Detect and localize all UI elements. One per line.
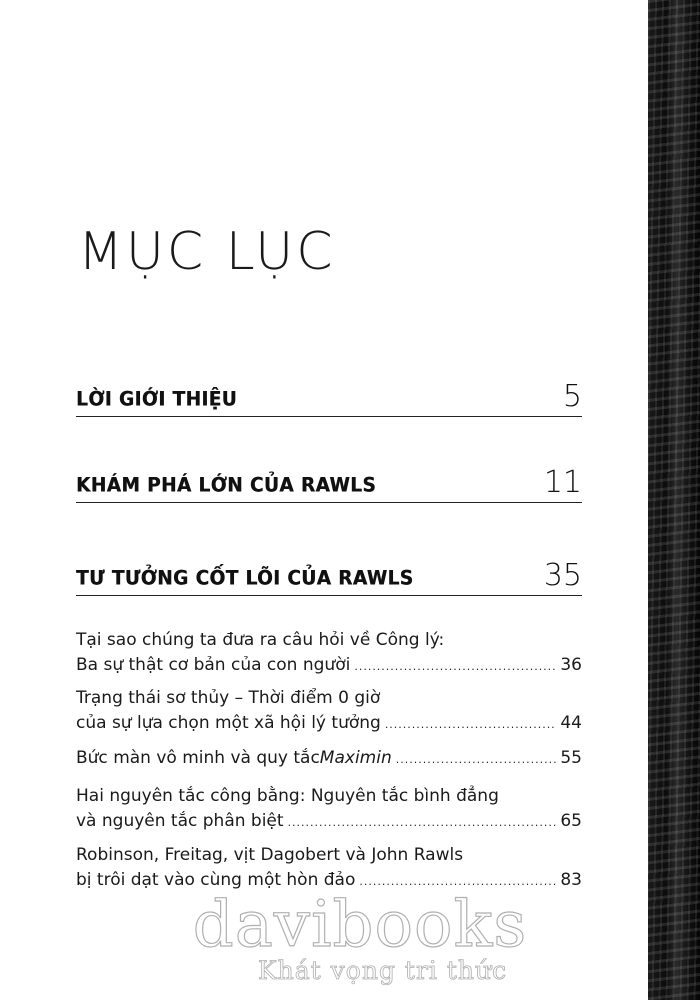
dot-leader (396, 747, 557, 772)
section-page-number: 55 (560, 748, 582, 768)
chapter-title: TƯ TƯỞNG CỐT LÕI CỦA RAWLS (76, 567, 414, 590)
chapter-title: KHÁM PHÁ LỚN CỦA RAWLS (76, 474, 377, 497)
section-title-italic: Maximin (319, 748, 392, 768)
page-title: MỤC LỤC (78, 222, 336, 282)
section-title-line1: Hai nguyên tắc công bằng: Nguyên tắc bình đẳng (76, 786, 499, 806)
section-page-number: 36 (560, 655, 582, 675)
section-title-line2: của sự lựa chọn một xã hội lý tưởng (76, 713, 381, 733)
dot-leader (354, 654, 556, 679)
section-title-line2: Ba sự thật cơ bản của con người (76, 655, 351, 675)
watermark-tagline: Khát vọng tri thức (258, 956, 508, 985)
toc-chapter[interactable] (76, 372, 582, 417)
toc-section[interactable] (76, 746, 582, 772)
chapter-page-number: 11 (543, 465, 582, 500)
chapter-page-number: 35 (543, 558, 582, 593)
section-page-number: 44 (560, 713, 582, 733)
chapter-title: LỜI GIỚI THIỆU (76, 388, 238, 411)
section-title-line2: bị trôi dạt vào cùng một hòn đảo (76, 870, 356, 890)
section-title-line1: Trạng thái sơ thủy – Thời điểm 0 giờ (76, 688, 381, 708)
page-binding-edge (648, 0, 700, 1000)
toc-section[interactable] (76, 686, 582, 737)
toc-chapter[interactable] (76, 551, 582, 596)
toc-chapter[interactable] (76, 458, 582, 503)
chapter-page-number: 5 (562, 379, 582, 414)
section-title-line2: và nguyên tắc phân biệt (76, 811, 284, 831)
toc-section[interactable] (76, 628, 582, 679)
section-page-number: 83 (560, 870, 582, 890)
section-title-line1: Tại sao chúng ta đưa ra câu hỏi về Công lý: (76, 630, 445, 650)
section-title-line1: Bức màn vô minh và quy tắc (76, 748, 320, 768)
section-title-line2-row (76, 711, 582, 737)
section-page-number: 65 (560, 811, 582, 831)
watermark-logo: davibooks (192, 888, 528, 962)
dot-leader (288, 810, 557, 835)
toc-section[interactable] (76, 843, 582, 894)
dot-leader (385, 712, 557, 737)
section-title-row (76, 746, 582, 772)
section-title-line2-row (76, 653, 582, 679)
toc-section[interactable] (76, 784, 582, 835)
section-title-line1: Robinson, Freitag, vịt Dagobert và John Rawls (76, 845, 464, 865)
section-title-line2-row (76, 809, 582, 835)
